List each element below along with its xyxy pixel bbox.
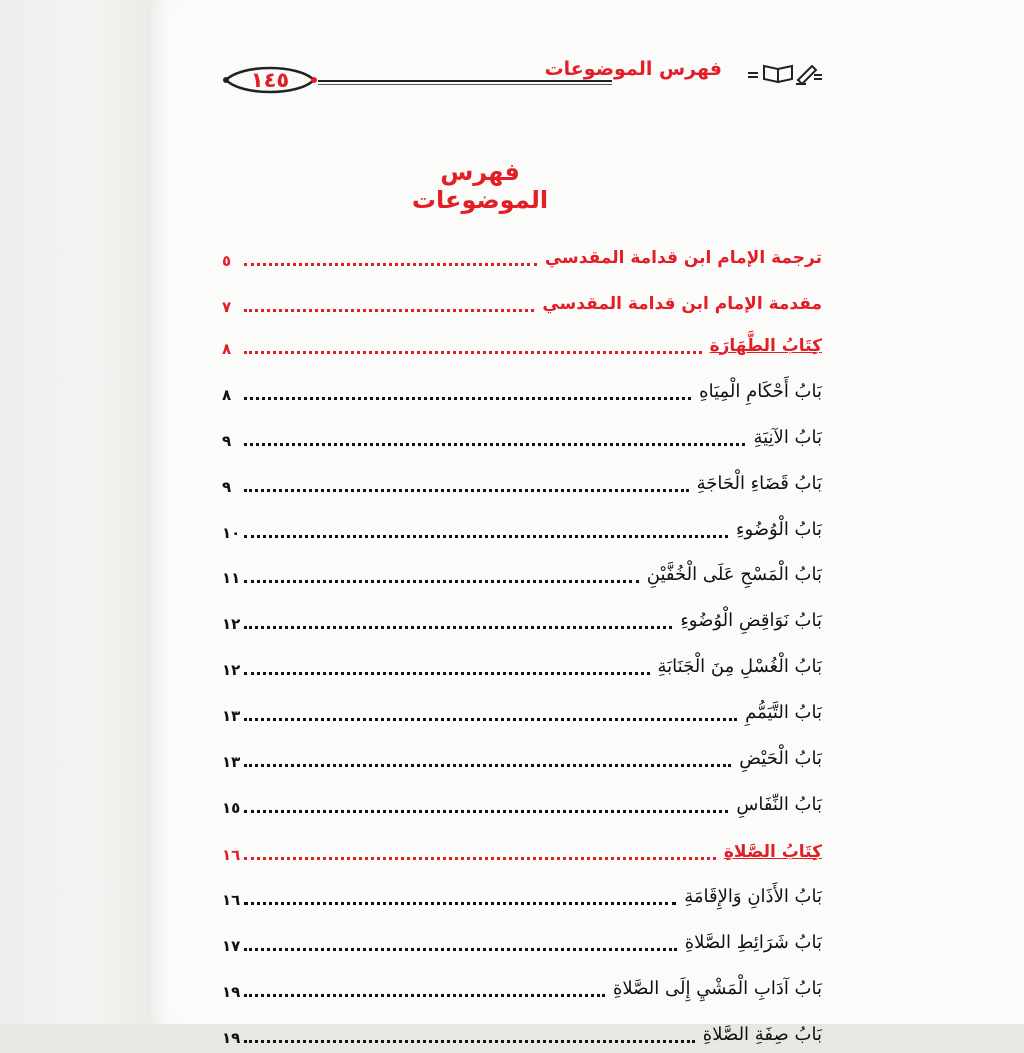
dot-leader [244, 263, 537, 266]
toc-page-number: ٥ [222, 252, 232, 270]
toc-page-number: ١٠ [222, 524, 241, 542]
toc-entry-title: كِتَابُ الصَّلاةِ [723, 842, 822, 862]
toc-entry-title: بَابُ الْحَيْضِ [739, 748, 822, 769]
toc-row [222, 691, 822, 731]
dot-leader [244, 535, 728, 538]
pen-icon [796, 66, 816, 84]
toc-page-number: ١٢ [222, 615, 241, 633]
toc-page-number: ١١ [222, 569, 241, 587]
toc-entry-title: مقدمة الإمام ابن قدامة المقدسي [542, 294, 822, 314]
header-rule [318, 80, 612, 85]
toc-entry-title: بَابُ الْمَسْحِ عَلَى الْخُفَّيْنِ [646, 564, 822, 585]
dot-leader [244, 948, 677, 951]
dot-leader [244, 764, 731, 767]
dot-leader [244, 626, 672, 629]
toc-row [222, 830, 822, 870]
dot-leader [244, 309, 534, 312]
header-title: فهرس الموضوعات [544, 58, 722, 80]
dot-leader [244, 902, 676, 905]
dot-leader [244, 443, 745, 446]
toc-entry-title: بَابُ شَرَائِطِ الصَّلاةِ [684, 932, 822, 953]
toc-entry-title: بَابُ قَضَاءِ الْحَاجَةِ [696, 473, 822, 494]
toc-page-number: ٨ [222, 340, 232, 358]
dot-leader [244, 994, 605, 997]
toc-row [222, 370, 822, 410]
toc-entry-title: بَابُ الآنِيَةِ [753, 427, 822, 448]
toc-page-number: ٩ [222, 432, 232, 450]
toc-page-number: ١٢ [222, 661, 241, 679]
header-icons [726, 60, 822, 86]
toc-row [222, 599, 822, 639]
toc-page-number: ٨ [222, 386, 232, 404]
dot-leader [244, 580, 639, 583]
toc-row [222, 553, 822, 593]
dot-leader [244, 489, 689, 492]
running-header [222, 50, 822, 100]
page-title: فهرس الموضوعات [411, 158, 549, 214]
toc-page-number: ٧ [222, 298, 232, 316]
dot-leader [244, 857, 716, 860]
toc-row [222, 508, 822, 548]
toc-row [222, 282, 822, 322]
toc-page-number: ١٧ [222, 937, 241, 955]
dot-leader [244, 351, 702, 354]
dot-leader [244, 672, 650, 675]
toc-row [222, 1013, 822, 1053]
toc-row [222, 324, 822, 364]
dot-leader [244, 718, 737, 721]
toc-page-number: ١٩ [222, 1029, 241, 1047]
toc-page-number: ١٣ [222, 753, 241, 771]
dot-leader [244, 810, 728, 813]
toc-entry-title: بَابُ أَحْكَامِ الْمِيَاهِ [699, 381, 822, 402]
toc-page-number: ١٩ [222, 983, 241, 1001]
toc-row [222, 967, 822, 1007]
toc-entry-title: بَابُ الْغُسْلِ مِنَ الْجَنَابَةِ [657, 656, 822, 677]
toc-entry-title: بَابُ التَّيَمُّمِ [745, 702, 822, 723]
toc-entry-title: بَابُ الأَذَانِ وَالإِقَامَةِ [684, 886, 822, 907]
toc-entry-title: بَابُ نَوَاقِضِ الْوُضُوءِ [680, 610, 822, 631]
toc-page-number: ٩ [222, 478, 232, 496]
toc-row [222, 236, 822, 276]
toc-row [222, 737, 822, 777]
toc-entry-title: بَابُ صِفَةِ الصَّلاةِ [702, 1024, 822, 1045]
toc-row [222, 462, 822, 502]
toc-page-number: ١٥ [222, 799, 241, 817]
toc-row [222, 875, 822, 915]
toc-row [222, 416, 822, 456]
toc-page-number: ١٣ [222, 707, 241, 725]
dot-leader [244, 397, 691, 400]
toc-entry-title: ترجمة الإمام ابن قدامة المقدسي [544, 248, 822, 268]
book-spine [0, 0, 150, 1024]
toc-row [222, 921, 822, 961]
toc-entry-title: بَابُ الْوُضُوءِ [736, 519, 822, 540]
toc-entry-title: كِتَابُ الطَّهَارَة [709, 336, 822, 356]
page-number: ١٤٥ [250, 68, 290, 92]
toc-page-number: ١٦ [222, 891, 241, 909]
toc-row [222, 645, 822, 685]
toc-entry-title: بَابُ آدَابِ الْمَشْيِ إِلَى الصَّلاةِ [613, 978, 822, 999]
toc-entry-title: بَابُ النِّفَاسِ [736, 794, 822, 815]
dot-leader [244, 1040, 695, 1043]
toc-row [222, 783, 822, 823]
toc-page-number: ١٦ [222, 846, 241, 864]
book-icon [764, 66, 792, 82]
